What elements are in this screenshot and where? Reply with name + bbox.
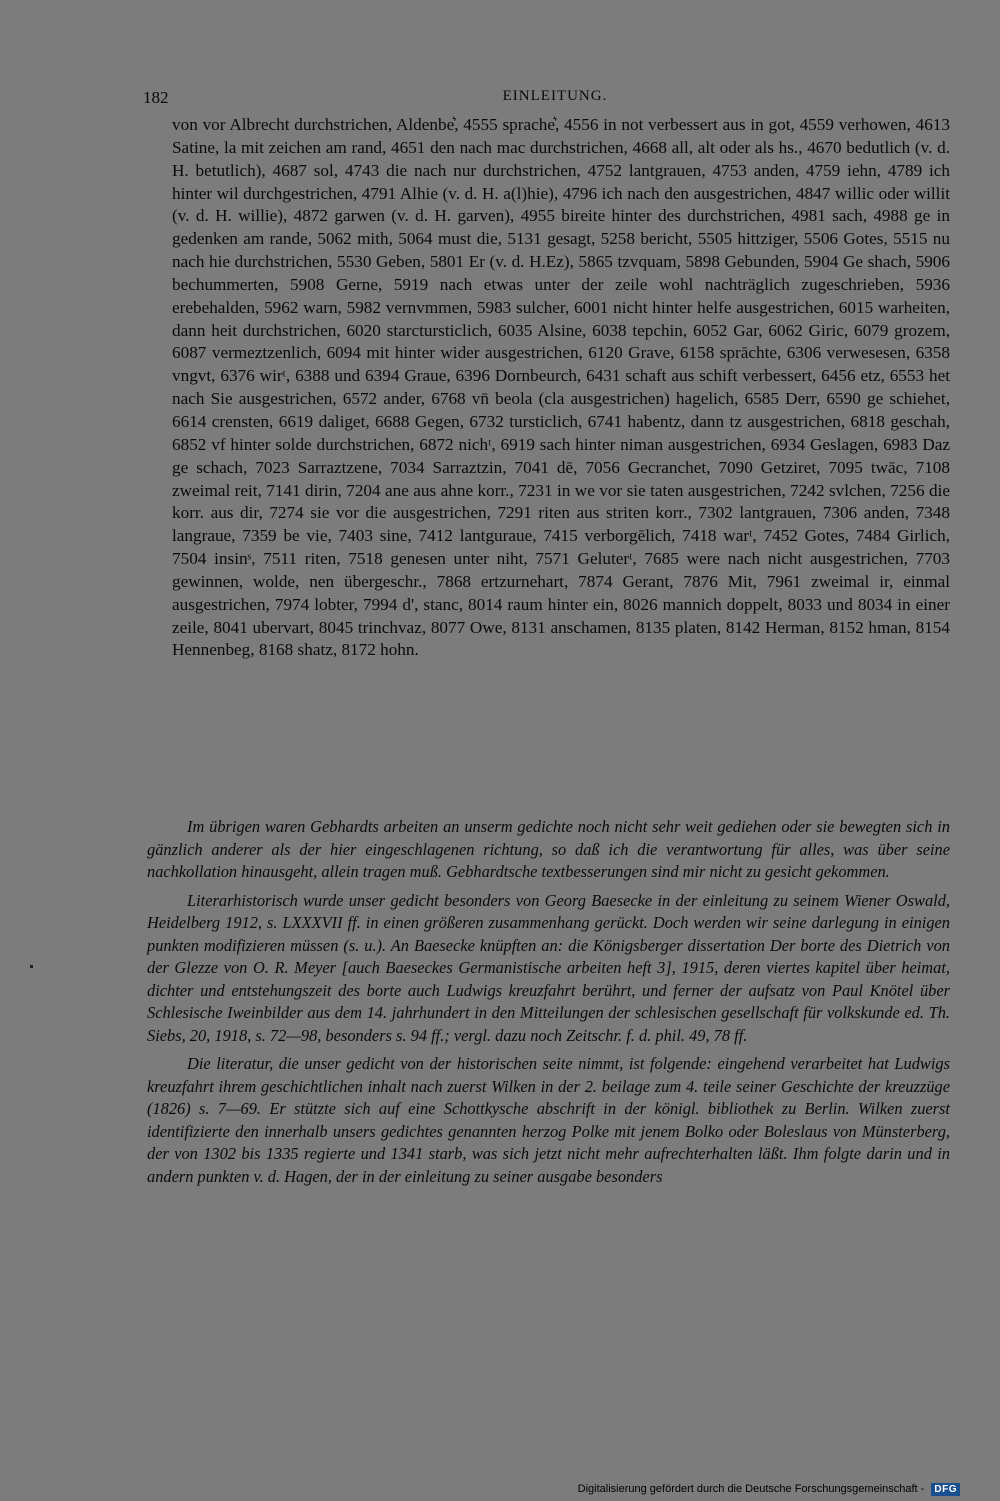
introduction-body: [147, 816, 950, 1194]
paragraph-historical-literature: Die literatur, die unser gedicht von der historischen seite nimmt, ist folgende: eingehend verarbeitet hat Ludwigs kreuzfahrt ihrem geschichtlichen inhalt nach zuerst Wilken in der 2. beilage zum 4. teile seiner Geschichte der kreuzzüge (1826) s. 7—69. Er stützte sich auf eine Schottkysche abschrift in der königl. bibliothek zu Berlin. Wilken zuerst identifizierte den innerhalb unsers gedichtes genannten herzog Polke mit jenem Bolko oder Boleslaus von Münsterberg, der von 1302 bis 1335 regierte und 1341 starb, was sich jetzt nicht mehr aufrechterhalten läßt. Ihm folgte darin und in andern punkten v. d. Hagen, der in der einleitung zu seiner ausgabe besonders: [147, 1054, 950, 1186]
dfg-logo: DFG: [931, 1483, 960, 1496]
footer-text: Digitalisierung gefördert durch die Deutsche Forschungsgemeinschaft -: [577, 1483, 925, 1495]
paragraph-gebhardt: Im übrigen waren Gebhardts arbeiten an unserm gedichte noch nicht sehr weit gediehen oder sie bewegten sich in gänzlich anderer als der hier eingeschlagenen richtung, so daß ich die verantwortung für alles, was über seine nachkollation hinausgeht, allein tragen muß. Gebhardtsche textbesserungen sind mir nicht zu gesicht gekommen.: [147, 817, 950, 881]
page-number: 182: [143, 88, 169, 107]
running-head: EINLEITUNG.: [502, 88, 608, 104]
apparatus-text: von vor Albrecht durchstrichen, Aldenbe͛, 4555 sprache͛, 4556 in not verbessert aus in got, 4559 verhowen, 4613 Satine, la mit zeichen am rand, 4651 den nach mac durchstrichen, 4668 all, alt oder als hs., 4670 bedutlich (v. d. H. betutlich), 4687 sol, 4743 die nach nur durchstrichen, 4752 lantgrauen, 4753 anden, 4759 iehn, 4789 ich hinter wil durchgestrichen, 4791 Alhie (v. d. H. a(l)hie), 4796 ich nach den ausgestrichen, 4847 willic oder willit (v. d. H. willie), 4872 garwen (v. d. H. garven), 4955 bireite hinter des durchstrichen, 4981 sach, 4988 ge in gedenken am rande, 5062 mith, 5064 must die, 5131 gesagt, 5258 bericht, 5505 hittziger, 5506 Gotes, 5515 nu nach hie durchstrichen, 5530 Geben, 5801 Er (v. d. H.Ez), 5865 tzvquam, 5898 Gebunden, 5904 Ge shach, 5906 bechummerten, 5908 Gerne, 5919 nach etwas unter der zeile wohl nachträglich zugeschrieben, 5936 erebehalden, 5962 warn, 5982 vernvmmen, 5983 sulcher, 6001 nicht hinter helfe ausgestrichen, 6015 warheiten, dann heit durchstrichen, 6020 starctursticlich, 6035 Alsine, 6038 tepchin, 6052 Gar, 6062 Giric, 6079 grozem, 6087 vermeztzenlich, 6094 mit hinter wider ausgestrichen, 6120 Grave, 6158 sprāchte, 6306 verwesesen, 6358 vngvt, 6376 wirᵗ, 6388 und 6394 Graue, 6396 Dornbeurch, 6431 schaft aus schift verbessert, 6456 etz, 6553 het nach Sie ausgestrichen, 6572 ander, 6768 vn̄ beola (cla ausgestrichen) hagelich, 6585 Derr, 6590 ge schiehet, 6614 crensten, 6619 daliget, 6688 Gegen, 6732 tursticlich, 6741 habentz, dann tz ausgestrichen, 6818 geschah, 6852 vf hinter solde durchstrichen, 6872 nichᵗ, 6919 sach hinter niman ausgestrichen, 6934 Geslagen, 6983 Daz ge schach, 7023 Sarraztzene, 7034 Sarraztzin, 7041 dē, 7056 Gecranchet, 7090 Getziret, 7095 twāc, 7108 zweimal reit, 7141 dirin, 7204 ane aus ahne korr., 7231 in we vor sie taten ausgestrichen, 7242 svlchen, 7256 die korr. aus dir, 7274 sie vor die ausgestrichen, 7291 riten aus striten korr., 7302 lantgrauen, 7306 anden, 7348 langraue, 7359 be vie, 7403 sine, 7412 lantguraue, 7415 verborgēlich, 7418 warᵗ, 7452 Gotes, 7484 Girlich, 7504 insinˢ, 7511 riten, 7518 genesen unter niht, 7571 Geluterᵗ, 7685 were nach nicht ausgestrichen, 7703 gewinnen, wolde, nen übergeschr., 7868 ertzurnehart, 7874 Gerant, 7876 Mit, 7961 zweimal ir, einmal ausgestrichen, 7974 lobter, 7994 d', stanc, 8014 raum hinter ein, 8026 mannich doppelt, 8033 und 8034 in einer zeile, 8041 ubervart, 8045 trinchvaz, 8077 Owe, 8131 anschamen, 8135 platen, 8142 Herman, 8152 hman, 8154 Hennenbeg, 8168 shatz, 8172 hohn.: [172, 115, 950, 660]
critical-apparatus: [172, 114, 950, 662]
scan-dot: [30, 965, 33, 968]
paragraph-literary-history: Literarhistorisch wurde unser gedicht besonders von Georg Baesecke in der einleitung zu seinem Wiener Oswald, Heidelberg 1912, s. LXXXVII ff. in einen größeren zusammenhang gerückt. Doch werden wir seine darlegung in einigen punkten modifizieren müssen (s. u.). An Baesecke knüpften an: die Königsberger dissertation Der borte des Dietrich von der Glezze von O. R. Meyer [auch Baeseckes Germanistische arbeiten heft 3], 1915, deren viertes kapitel über heimat, dichter und entstehungszeit des borte auch Ludwigs kreuzfahrt berührt, und ferner der aufsatz von Paul Knötel über Schlesische Iweinbilder aus dem 14. jahrhundert in den Mitteilungen der schlesischen gesellschaft für volkskunde ed. Th. Siebs, 20, 1918, s. 72—98, besonders s. 94 ff.; vergl. dazu noch Zeitschr. f. d. phil. 49, 78 ff.: [147, 890, 950, 1045]
digitization-footer: [578, 1483, 960, 1496]
